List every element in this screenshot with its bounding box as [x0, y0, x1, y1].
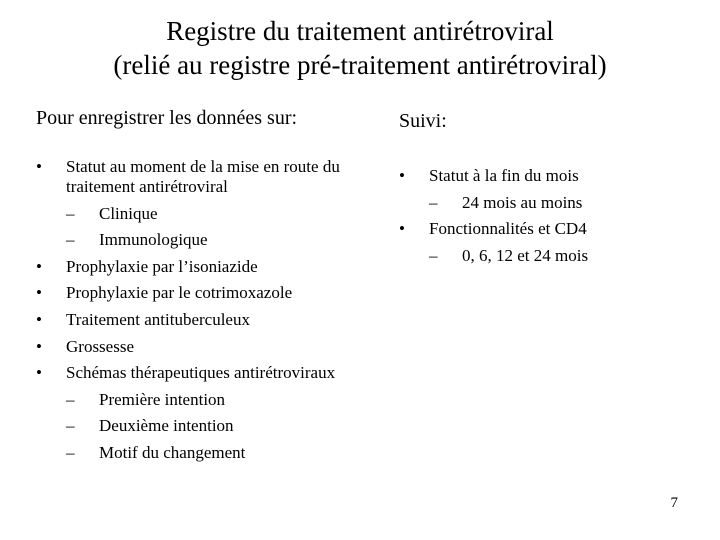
sub-item	[429, 246, 689, 266]
sub-item	[66, 416, 354, 436]
dash-marker: –	[66, 442, 75, 462]
sub-item-text: Clinique	[99, 203, 158, 223]
bullet-text: Traitement antituberculeux	[66, 309, 250, 329]
sub-item	[66, 390, 354, 410]
bullet-text: Statut au moment de la mise en route du traitement antirétroviral	[66, 157, 340, 196]
dash-marker: –	[66, 230, 75, 250]
bullet-text: Grossesse	[66, 336, 134, 356]
sub-item	[66, 443, 354, 463]
left-bullet-list	[36, 157, 354, 470]
sub-item-text: 0, 6, 12 et 24 mois	[462, 245, 589, 265]
bullet-text: Prophylaxie par le cotrimoxazole	[66, 283, 293, 303]
title-line-2: (relié au registre pré-traitement antirétroviral)	[113, 50, 607, 80]
sub-item	[66, 204, 354, 224]
sub-list	[66, 204, 354, 251]
right-bullet-list	[399, 166, 689, 272]
dash-marker: –	[429, 245, 438, 265]
bullet-text: Fonctionnalités et CD4	[429, 219, 587, 239]
sub-item-text: Deuxième intention	[99, 416, 234, 436]
sub-item-text: Première intention	[99, 389, 226, 409]
slide-title	[0, 14, 720, 82]
bullet-item	[36, 283, 354, 303]
sub-list	[66, 390, 354, 463]
sub-item-text: Immunologique	[99, 230, 208, 250]
bullet-item	[399, 166, 689, 213]
dash-marker: –	[66, 416, 75, 436]
bullet-item	[36, 257, 354, 277]
bullet-text: Statut à la fin du mois	[429, 166, 579, 185]
sub-item	[429, 193, 689, 213]
bullet-marker: •	[399, 219, 405, 239]
bullet-item	[36, 310, 354, 330]
title-line-1: Registre du traitement antirétroviral	[166, 16, 554, 46]
dash-marker: –	[429, 192, 438, 212]
bullet-item	[36, 337, 354, 357]
bullet-item	[399, 219, 689, 266]
bullet-text: Prophylaxie par l’isoniazide	[66, 256, 258, 276]
sub-item-text: 24 mois au moins	[462, 192, 583, 212]
bullet-marker: •	[36, 363, 42, 383]
bullet-marker: •	[36, 283, 42, 303]
bullet-marker: •	[399, 166, 405, 185]
bullet-item	[36, 363, 354, 463]
bullet-marker: •	[36, 336, 42, 356]
dash-marker: –	[66, 389, 75, 409]
bullet-item	[36, 157, 354, 250]
right-column-heading: Suivi:	[399, 110, 447, 132]
sub-list	[429, 193, 689, 213]
sub-item-text: Motif du changement	[99, 442, 246, 462]
bullet-marker: •	[36, 157, 42, 176]
sub-list	[429, 246, 689, 266]
page-number: 7	[670, 495, 678, 511]
sub-item	[66, 230, 354, 250]
bullet-text: Schémas thérapeutiques antirétroviraux	[66, 363, 336, 383]
bullet-marker: •	[36, 256, 42, 276]
dash-marker: –	[66, 203, 75, 223]
left-column-heading: Pour enregistrer les données sur:	[36, 107, 298, 129]
bullet-marker: •	[36, 309, 42, 329]
